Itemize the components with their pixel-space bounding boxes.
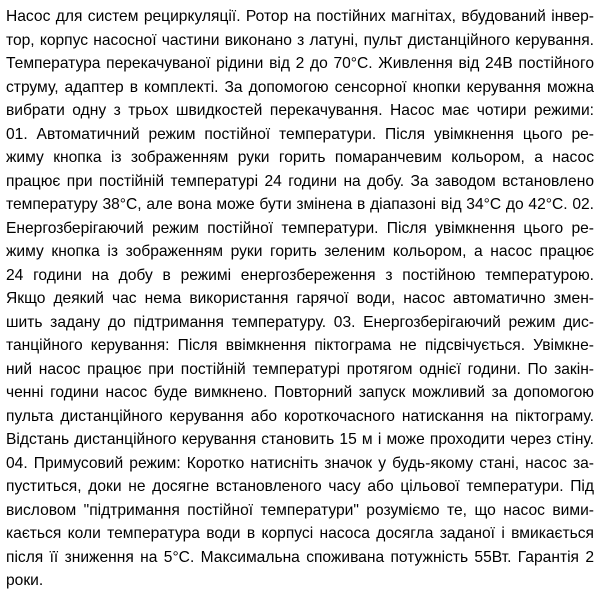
text-line: струму, адаптер в комплекті. За допомогою сенсорної кнопки керування можна (6, 78, 594, 96)
text-line: працює при постійній температурі 24 години на добу. За заводом встановлено (6, 172, 594, 190)
text-line: тор, корпус насосної частини виконано з латуні, пульт дистанційного керування. (6, 31, 594, 49)
text-line: Енергозберігаючий режим постійної температури. Після увімкнення цього ре- (6, 219, 594, 237)
text-line: після її зниження на 5°С. Максимальна споживана потужність 55Вт. Гарантія 2 (6, 548, 594, 566)
text-line: 01. Автоматичний режим постійної температури. Після увімкнення цього ре- (6, 125, 594, 143)
text-line: роки. (6, 572, 44, 589)
text-line: пуститься, доки не досягне встановленого часу або цільової температури. Під (6, 478, 594, 495)
text-line: 24 години на добу в режимі енергозбереження з постійною температурою. (6, 266, 594, 284)
text-line: жиму кнопка із зображенням руки горить помаранчевим кольором, а насос (6, 149, 594, 166)
text-line: вибрати одну з трьох швидкостей перекачування. Насос має чотири режими: (6, 102, 594, 119)
text-line: температуру 38°С, але вона може бути змінена в діапазоні від 34°С до 42°С. 02. (6, 196, 594, 213)
text-line: кається коли температура води в корпусі насоса досягла заданої і вмикається (6, 525, 594, 542)
text-line: шить задану до підтримання температуру. 03. Енергозберігаючий режим дис- (6, 313, 594, 331)
document-body (6, 5, 594, 593)
text-line: 04. Примусовий режим: Коротко натисніть значок у будь-якому стані, насос за- (6, 454, 594, 472)
text-line: пульта дистанційного керування або короткочасного натискання на піктограму. (6, 407, 594, 425)
text-line: танційного керування: Після ввімкнення піктограма не підсвічується. Увімкне- (6, 337, 594, 354)
text-line: Відстань дистанційного керування становить 15 м і може проходити через стіну. (6, 431, 594, 448)
text-line: жиму кнопка із зображенням руки горить зеленим кольором, а насос працює (6, 243, 594, 260)
text-line: Насос для систем рециркуляції. Ротор на постійних магнітах, вбудований інвер- (6, 8, 594, 25)
text-line: ченні години насос буде вимкнено. Повторний запуск можливий за допомогою (6, 384, 594, 401)
text-line: Температура перекачуваної рідини від 2 до 70°С. Живлення від 24В постійного (6, 55, 594, 72)
text-line: Якщо деякий час нема використання гарячої води, насос автоматично змен- (6, 290, 594, 307)
text-line: ний насос працює при постійній температурі протягом однієї години. По закін- (6, 360, 594, 378)
text-line: висловом "підтримання постійної температури" розуміємо те, що насос вими- (6, 501, 594, 519)
